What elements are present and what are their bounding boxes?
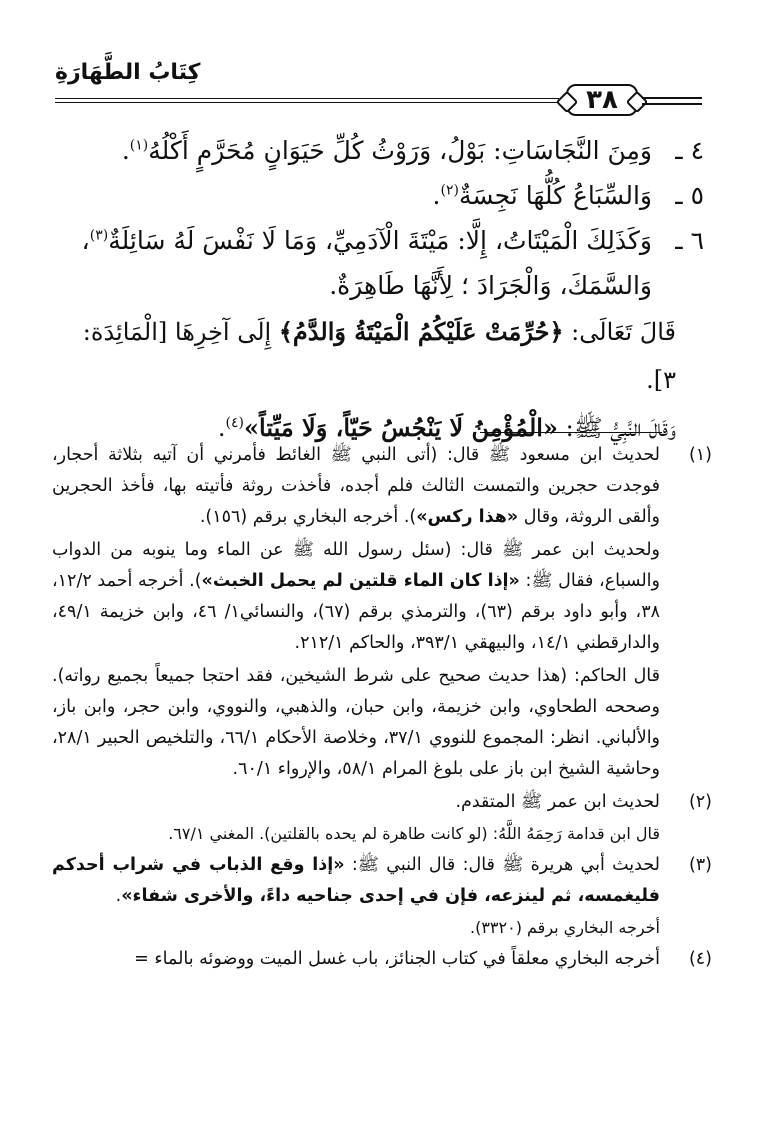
main-item-4 — [60, 128, 704, 173]
main-item-6-continuation — [60, 263, 704, 308]
header-rule-secondary — [55, 102, 559, 103]
item-text: وَالسِّبَاعُ كُلُّهَا نَجِسَةٌ — [458, 181, 652, 210]
footnote-number: (٣) — [688, 855, 712, 875]
hadith-intro: وَقَالَ النَّبِيُّ ﷺ: — [565, 414, 676, 442]
footnote-number: (٤) — [688, 949, 712, 969]
header-ornament-rule-2 — [642, 103, 702, 105]
footnote-separator — [480, 432, 662, 433]
footnote-paragraph — [52, 440, 660, 533]
hadith-text: «الْمُؤْمِنُ لَا يَنْجُسُ حَيّاً، وَلَا مَيِّتاً» — [244, 413, 558, 442]
hadith-bold: «إذا وقع الذباب في شراب أحدكم فليغمسه، ثم لينزعه، فإن في إحدى جناحيه داءً، والأخرى شفاء» — [52, 855, 660, 906]
item-text: وَكَذَلِكَ الْمَيْتَاتُ، إِلَّا: مَيْتَةَ الْآدَمِيِّ، وَمَا لَا نَفْسَ لَهُ سَائِلَةٌ — [108, 226, 652, 255]
item-number: ٥ ـ — [675, 181, 704, 210]
footnote-paragraph — [52, 661, 660, 785]
footnote-text-end: ). أخرجه البخاري برقم (١٥٦). — [199, 507, 417, 527]
footnote-text-end: ). أخرجه أحمد ١٢/٢، ٣٨، وأبو داود برقم (٦٣)، والترمذي برقم (٦٧)، والنسائي١/ ٤٦، وابن خزيمة ٤٩/١، والدارقطني ١٤/١، والبيهقي ٣٩٣/١، والحاكم ٢١٢/١. — [52, 571, 661, 653]
header-rule — [55, 98, 559, 99]
main-item-6 — [60, 218, 704, 263]
footnote-text-end: . — [115, 886, 122, 906]
header-ornament-rule — [642, 97, 702, 99]
hadith-punct: . — [217, 414, 226, 442]
footnote-paragraph — [52, 535, 660, 659]
footnote-text: لحديث ابن مسعود ﷺ قال: (أتى النبي ﷺ الغائط فأمرني أن آتيه بثلاثة أحجار، فوجدت حجرين والتمست الثالث فلم أجده، فأخذت روثة فأتيته بها، فأخذ الحجرين وألقى الروثة، وقال — [52, 445, 660, 527]
quran-quote — [60, 308, 704, 404]
footnote-1 — [52, 440, 712, 785]
item-text: وَمِنَ النَّجَاسَاتِ: بَوْلُ، وَرَوْثُ كُلِّ حَيَوَانٍ مُحَرَّمٍ أَكْلُهُ — [148, 136, 652, 165]
footnote-2 — [52, 787, 712, 848]
hadith-bold: «إذا كان الماء قلتين لم يحمل الخبث» — [201, 571, 520, 591]
footnote-paragraph: أخرجه البخاري برقم (٣٣٢٠). — [469, 918, 660, 937]
footnote-paragraph: لحديث ابن عمر ﷺ المتقدم. — [455, 792, 660, 812]
main-item-5 — [60, 173, 704, 218]
page-number: ٣٨ — [586, 85, 618, 115]
quran-verse: ﴿حُرِّمَتْ عَلَيْكُمُ الْمَيْتَةُ وَالدَّمُ﴾ — [278, 317, 564, 346]
quote-source: إِلَى آخِرِهَا [الْمَائِدَة: ٣]. — [82, 318, 676, 394]
item-punct: . — [432, 181, 441, 210]
footnote-text: قال الحاكم: (هذا حديث صحيح على شرط الشيخين، فقد احتجا جميعاً بجميع رواته). وصححه الطحاوي، وابن خزيمة، وابن حبان، والذهبي، والنووي، وابن حجر، وابن باز، والألباني. انظر: المجموع للنووي ٣٧/١، وخلاصة الأحكام ٦٦/١، والتلخيص الحبير ٢٨/١، وحاشية الشيخ ابن باز على بلوغ المرام ٥٨/١، والإرواء ٦٠/١. — [52, 666, 661, 779]
footnote-3 — [52, 850, 712, 942]
item-number: ٦ ـ — [675, 226, 704, 255]
quote-intro: قَالَ تَعَالَى: — [571, 318, 676, 346]
footnote-ref: (٢) — [440, 182, 459, 199]
footnote-text: ولحديث ابن عمر ﷺ قال: (سئل رسول الله ﷺ عن الماء وما ينوبه من الدواب والسباع، فقال ﷺ: — [52, 540, 660, 591]
footnote-ref: (١) — [129, 137, 149, 154]
page-number-badge — [566, 84, 638, 116]
footnote-number: (٢) — [688, 792, 712, 812]
footnote-paragraph — [52, 850, 660, 912]
footnote-ref: (٣) — [89, 227, 109, 244]
footnote-ref: (٤) — [225, 415, 245, 431]
item-punct: ، — [81, 226, 90, 255]
footnotes — [52, 440, 712, 977]
book-title: كِتَابُ الطَّهَارَةِ — [55, 60, 201, 85]
footnote-4 — [52, 944, 712, 975]
hadith-bold: «هذا ركس» — [416, 507, 519, 527]
continuation-text: وَالسَّمَكَ، وَالْجَرَادَ ؛ لِأَنَّهَا طَاهِرَةٌ. — [329, 271, 652, 300]
footnote-paragraph: قال ابن قدامة رَحِمَهُ اللَّهُ: (لو كانت طاهرة لم يحده بالقلتين). المغني ٦٧/١. — [168, 824, 660, 843]
footnote-number: (١) — [688, 445, 712, 465]
main-text — [60, 128, 704, 452]
item-number: ٤ ـ — [675, 136, 704, 165]
footnote-paragraph: أخرجه البخاري معلقاً في كتاب الجنائز، باب غسل الميت ووضوئه بالماء = — [134, 949, 660, 969]
item-punct: . — [121, 136, 130, 165]
footnote-text: لحديث أبي هريرة ﷺ قال: قال النبي ﷺ: — [344, 855, 660, 875]
